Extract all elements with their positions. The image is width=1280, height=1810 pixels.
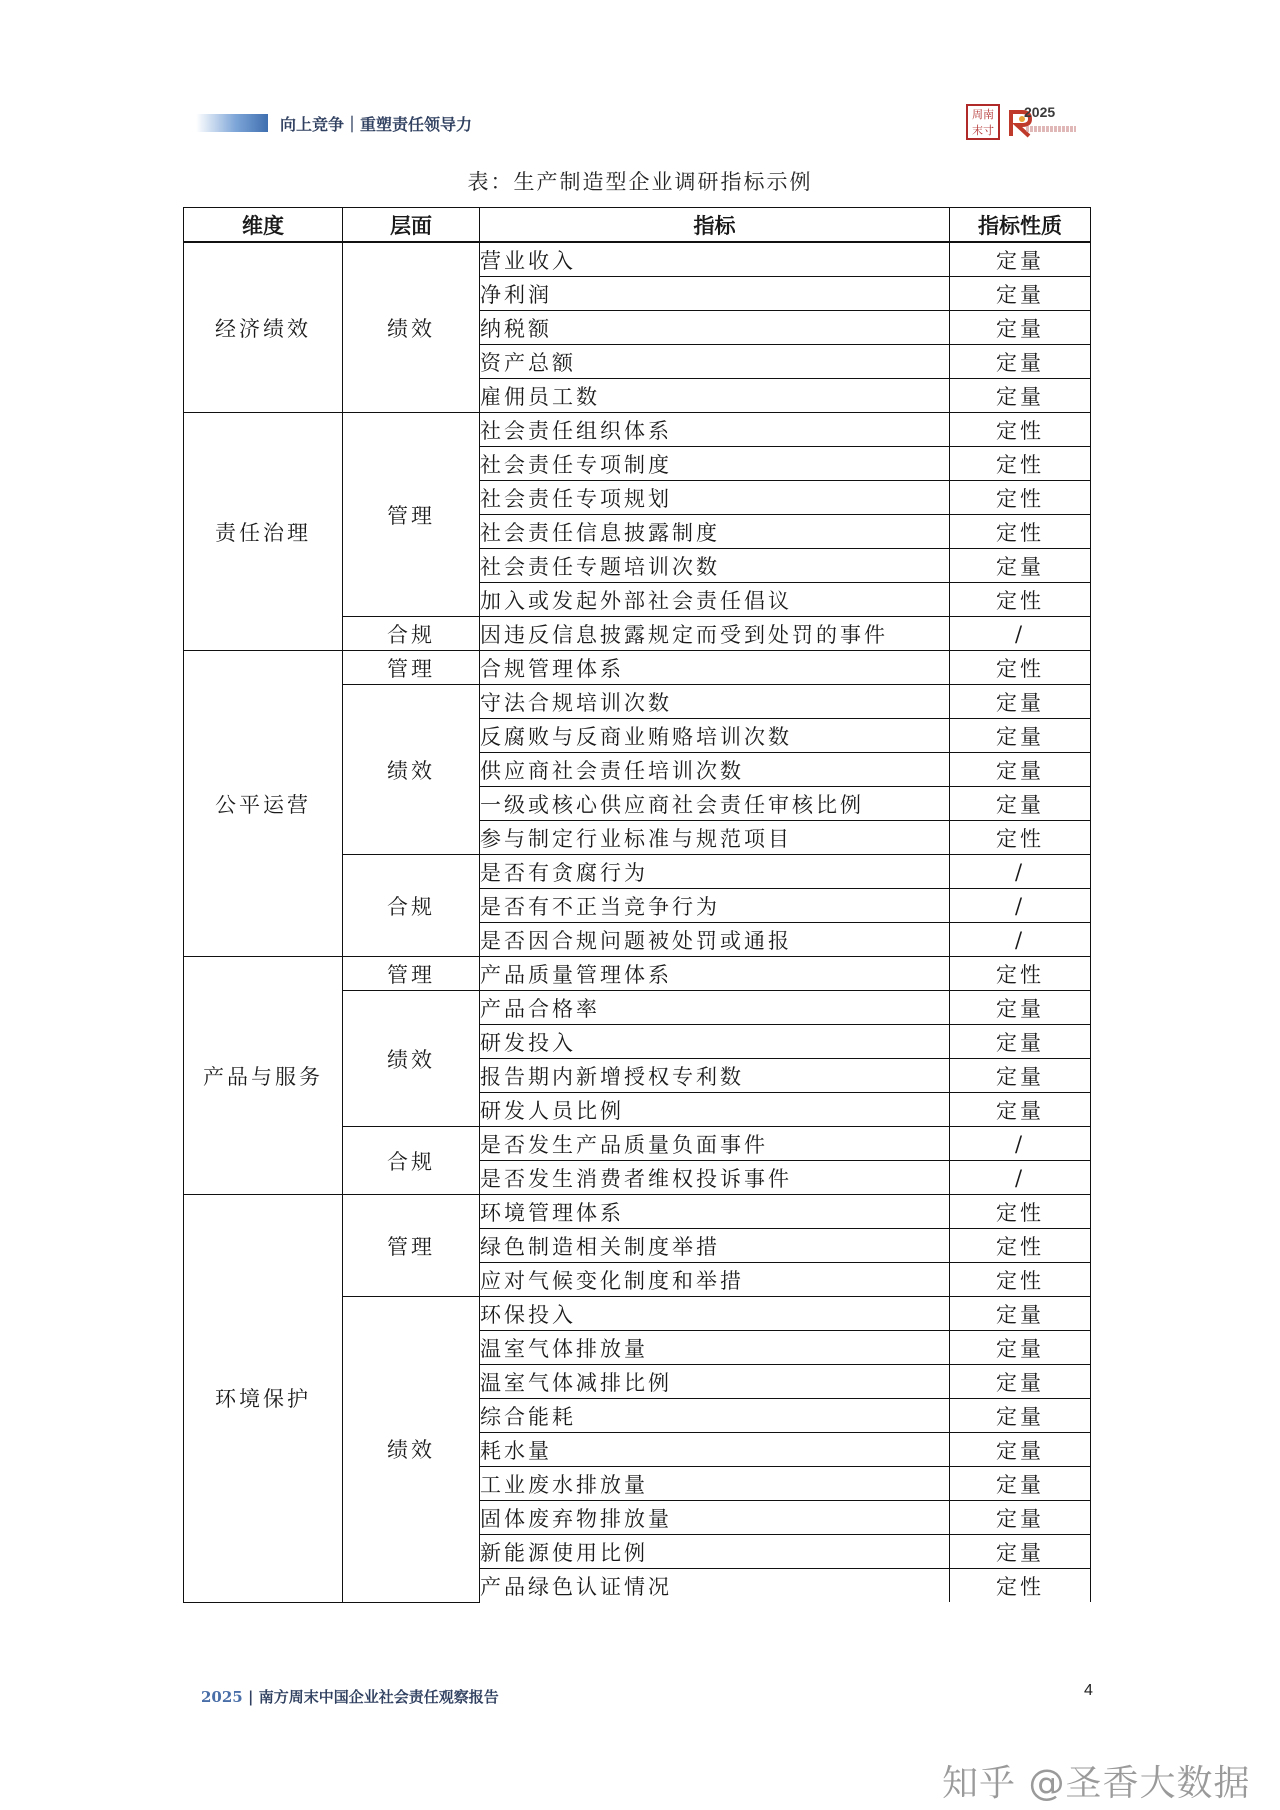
indicator-cell: 报告期内新增授权专利数 [480,1059,950,1093]
indicator-cell: 温室气体排放量 [480,1331,950,1365]
nature-cell: 定性 [950,1229,1091,1263]
level-cell: 合规 [343,617,480,651]
nature-cell: 定量 [950,753,1091,787]
indicator-cell: 研发投入 [480,1025,950,1059]
indicator-cell: 社会责任专项规划 [480,481,950,515]
indicator-cell: 参与制定行业标准与规范项目 [480,821,950,855]
indicator-cell: 环保投入 [480,1297,950,1331]
nature-cell: 定性 [950,957,1091,991]
indicator-cell: 因违反信息披露规定而受到处罚的事件 [480,617,950,651]
level-cell: 绩效 [343,1297,480,1603]
indicator-cell: 环境管理体系 [480,1195,950,1229]
nature-cell: 定量 [950,1331,1091,1365]
column-header-indicator: 指标 [480,208,950,243]
indicator-cell: 资产总额 [480,345,950,379]
nature-cell: 定性 [950,1569,1091,1603]
nature-cell: 定量 [950,685,1091,719]
indicator-cell: 新能源使用比例 [480,1535,950,1569]
nature-cell: 定量 [950,1297,1091,1331]
dimension-cell: 环境保护 [184,1195,343,1603]
nature-cell: 定性 [950,413,1091,447]
dimension-cell: 产品与服务 [184,957,343,1195]
level-cell: 管理 [343,651,480,685]
indicator-cell: 是否有不正当竞争行为 [480,889,950,923]
nature-cell: 定量 [950,1025,1091,1059]
nature-cell: / [950,617,1091,651]
indicator-cell: 是否因合规问题被处罚或通报 [480,923,950,957]
nature-cell: 定性 [950,515,1091,549]
table-row [184,413,1091,447]
nature-cell: 定量 [950,1059,1091,1093]
indicator-cell: 社会责任组织体系 [480,413,950,447]
page-footer [201,1686,499,1707]
nature-cell: 定性 [950,447,1091,481]
nature-cell: 定性 [950,1195,1091,1229]
nature-cell: 定量 [950,787,1091,821]
nature-cell: 定量 [950,1501,1091,1535]
nature-cell: 定量 [950,277,1091,311]
indicator-cell: 综合能耗 [480,1399,950,1433]
nature-cell: 定性 [950,583,1091,617]
nature-cell: 定量 [950,1365,1091,1399]
table-row [184,957,1091,991]
page-header [196,112,1096,134]
level-cell: 绩效 [343,991,480,1127]
level-cell: 合规 [343,855,480,957]
indicator-cell: 营业收入 [480,242,950,277]
table-row [184,242,1091,277]
indicator-cell: 纳税额 [480,311,950,345]
header-title: 向上竞争｜重塑责任领导力 [280,115,473,134]
newspaper-seal-logo: 周南末寸 [966,104,1000,140]
nature-cell: / [950,1127,1091,1161]
header-logos [966,104,1076,144]
page-number: 4 [1084,1682,1093,1699]
nature-cell: 定量 [950,379,1091,413]
indicator-cell: 产品质量管理体系 [480,957,950,991]
nature-cell: 定性 [950,651,1091,685]
indicator-cell: 是否有贪腐行为 [480,855,950,889]
level-cell: 管理 [343,1195,480,1297]
indicator-cell: 产品合格率 [480,991,950,1025]
logo-subtitle-lines [1026,126,1076,132]
nature-cell: 定量 [950,719,1091,753]
indicator-cell: 守法合规培训次数 [480,685,950,719]
nature-cell: 定量 [950,1535,1091,1569]
nature-cell: 定量 [950,1399,1091,1433]
table-caption: 表：生产制造型企业调研指标示例 [467,170,813,194]
indicator-cell: 社会责任专项制度 [480,447,950,481]
nature-cell: / [950,889,1091,923]
watermark: 知乎 @圣香大数据 [942,1763,1251,1804]
footer-year: 2025 [201,1688,243,1706]
nature-cell: / [950,855,1091,889]
column-header-nature: 指标性质 [950,208,1091,243]
logo-year: 2025 [1024,104,1056,120]
table-body [184,242,1091,1602]
nature-cell: 定量 [950,242,1091,277]
nature-cell: 定量 [950,311,1091,345]
column-header-level: 层面 [343,208,480,243]
indicator-cell: 绿色制造相关制度举措 [480,1229,950,1263]
nature-cell: 定性 [950,481,1091,515]
indicator-cell: 社会责任信息披露制度 [480,515,950,549]
nature-cell: 定量 [950,1093,1091,1127]
header-accent-bar [196,114,268,132]
level-cell: 合规 [343,1127,480,1195]
footer-title: 南方周末中国企业社会责任观察报告 [258,1688,499,1706]
indicator-cell: 供应商社会责任培训次数 [480,753,950,787]
indicator-cell: 产品绿色认证情况 [480,1569,950,1603]
table-row [184,1195,1091,1229]
nature-cell: 定量 [950,345,1091,379]
indicator-cell: 耗水量 [480,1433,950,1467]
indicator-cell: 净利润 [480,277,950,311]
indicator-table [183,207,1091,1603]
dimension-cell: 经济绩效 [184,242,343,413]
nature-cell: / [950,923,1091,957]
indicator-cell: 是否发生产品质量负面事件 [480,1127,950,1161]
nature-cell: 定量 [950,991,1091,1025]
indicator-cell: 研发人员比例 [480,1093,950,1127]
nature-cell: 定量 [950,1467,1091,1501]
indicator-cell: 雇佣员工数 [480,379,950,413]
indicator-cell: 是否发生消费者维权投诉事件 [480,1161,950,1195]
indicator-cell: 社会责任专题培训次数 [480,549,950,583]
table-header-row [184,208,1091,243]
nature-cell: 定量 [950,1433,1091,1467]
nature-cell: 定性 [950,821,1091,855]
indicator-cell: 加入或发起外部社会责任倡议 [480,583,950,617]
nature-cell: 定量 [950,549,1091,583]
table-row [184,651,1091,685]
indicator-cell: 工业废水排放量 [480,1467,950,1501]
level-cell: 管理 [343,957,480,991]
indicator-cell: 反腐败与反商业贿赂培训次数 [480,719,950,753]
indicator-cell: 合规管理体系 [480,651,950,685]
footer-separator: | [247,1688,254,1706]
indicator-cell: 一级或核心供应商社会责任审核比例 [480,787,950,821]
column-header-dimension: 维度 [184,208,343,243]
nature-cell: 定性 [950,1263,1091,1297]
level-cell: 绩效 [343,685,480,855]
level-cell: 绩效 [343,242,480,413]
nature-cell: / [950,1161,1091,1195]
indicator-cell: 应对气候变化制度和举措 [480,1263,950,1297]
dimension-cell: 责任治理 [184,413,343,651]
indicator-cell: 固体废弃物排放量 [480,1501,950,1535]
level-cell: 管理 [343,413,480,617]
indicator-cell: 温室气体减排比例 [480,1365,950,1399]
dimension-cell: 公平运营 [184,651,343,957]
